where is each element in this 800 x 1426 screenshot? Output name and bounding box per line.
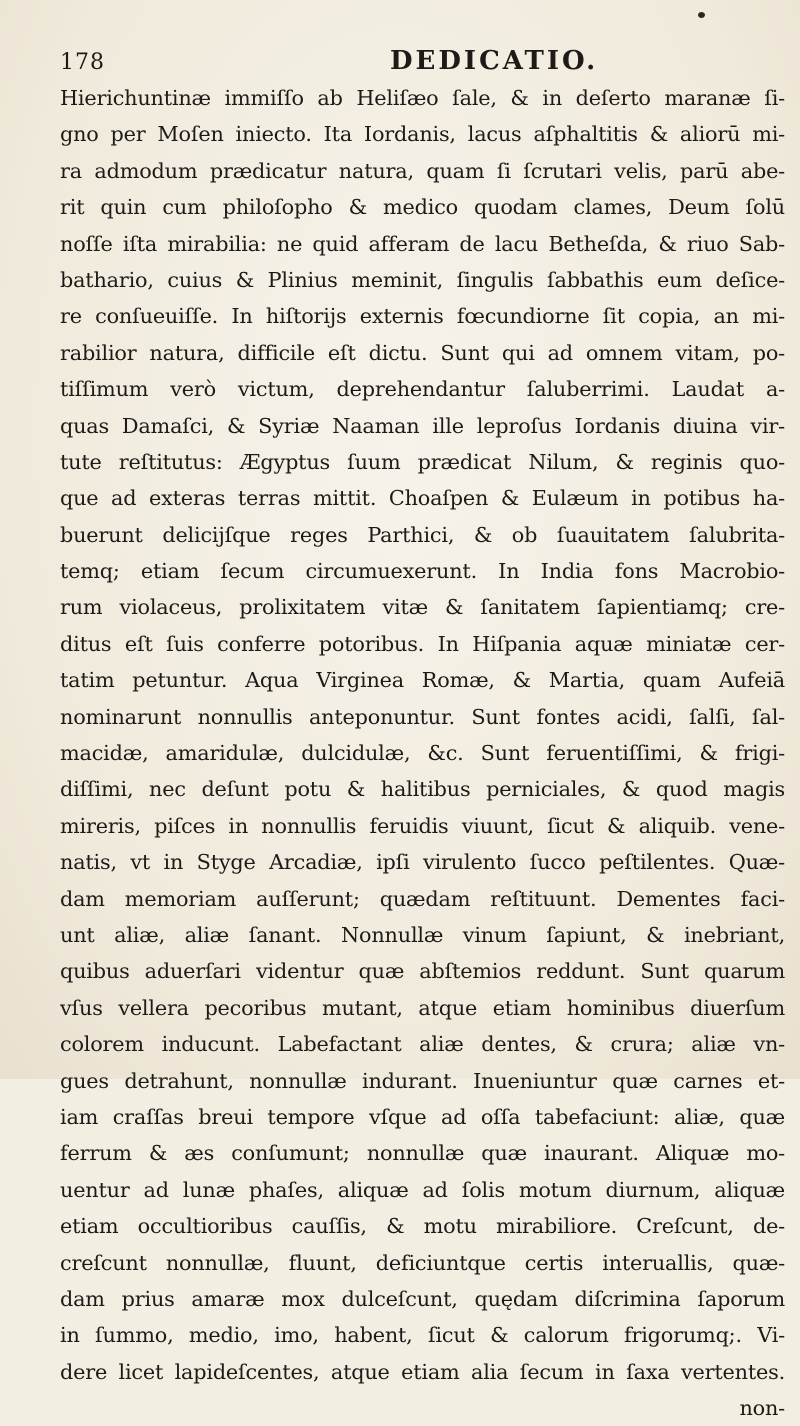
body-text [60, 80, 785, 1426]
text-line: uentur ad lunæ phaſes, aliquæ ad ſolis motum diurnum, aliquæ [60, 1177, 785, 1202]
running-title: DEDICATIO. [390, 46, 599, 76]
text-line: diſſimi, nec deſunt potu & halitibus perniciales, & quod magis [60, 777, 785, 802]
text-line: nominarunt nonnullis anteponuntur. Sunt fontes acidi, ſalſi, ſal- [60, 704, 785, 729]
text-line: rum violaceus, prolixitatem vitæ & ſanitatem ſapientiamq; cre- [60, 595, 785, 620]
text-line: quas Damaſci, & Syriæ Naaman ille leproſus Iordanis diuina vir- [60, 413, 785, 438]
text-line: que ad exteras terras mittit. Choaſpen & Eulæum in potibus ha- [60, 486, 785, 511]
page-number: 178 [60, 50, 105, 75]
text-line: Hierichuntinæ immiſſo ab Heliſæo ſale, & in deſerto maranæ ſi- [60, 86, 785, 110]
text-line: rit quin cum philoſopho & medico quodam clames, Deum ſolū [60, 195, 785, 220]
text-line: iam craſſas breui tempore vſque ad oſſa tabefaciunt: aliæ, quæ [60, 1104, 785, 1129]
text-line: temq; etiam ſecum circumuexerunt. In India fons Macrobio- [60, 559, 785, 584]
text-line: creſcunt nonnullæ, fluunt, deficiuntque certis interuallis, quæ- [60, 1250, 785, 1275]
text-line: gno per Moſen iniecto. Ita Iordanis, lacus aſphaltitis & aliorū mi- [60, 122, 785, 147]
catchword: non- [739, 1396, 785, 1421]
text-line: tatim petuntur. Aqua Virginea Romæ, & Martia, quam Aufeiā [60, 668, 785, 693]
text-line: vſus vellera pecoribus mutant, atque etiam hominibus diuerſum [60, 995, 785, 1020]
text-line: ra admodum prædicatur natura, quam ſi ſcrutari velis, parū abe- [60, 158, 785, 183]
text-line: natis, vt in Styge Arcadiæ, ipſi virulento ſucco peſtilentes. Quæ- [60, 850, 785, 875]
ink-blot [698, 12, 705, 18]
text-line: ditus eſt ſuis conferre potoribus. In Hiſpania aquæ miniatæ cer- [60, 631, 785, 656]
text-line: ferrum & æs conſumunt; nonnullæ quæ inaurant. Aliquæ mo- [60, 1141, 785, 1166]
text-line: dere licet lapideſcentes, atque etiam alia ſecum in ſaxa vertentes. [60, 1359, 785, 1384]
text-line: quibus aduerſari videntur quæ abſtemios reddunt. Sunt quarum [60, 959, 785, 984]
text-line: noſſe iſta mirabilia: ne quid afferam de lacu Betheſda, & riuo Sab- [60, 231, 785, 256]
running-head [60, 44, 760, 80]
text-line: dam memoriam auſſerunt; quædam reſtituunt. Dementes faci- [60, 886, 785, 911]
text-line: in ſummo, medio, imo, habent, ſicut & calorum frigorumq;. Vi- [60, 1323, 785, 1348]
text-line: re conſueuiſſe. In hiſtorijs externis fœcundiorne ſit copia, an mi- [60, 304, 785, 329]
text-line: colorem inducunt. Labefactant aliæ dentes, & crura; aliæ vn- [60, 1032, 785, 1057]
text-line: tiſſimum verò victum, deprehendantur ſaluberrimi. Laudat a- [60, 377, 785, 402]
text-line: dam prius amaræ mox dulceſcunt, quędam diſcrimina ſaporum [60, 1286, 785, 1311]
text-line: unt aliæ, aliæ ſanant. Nonnullæ vinum ſapiunt, & inebriant, [60, 922, 785, 947]
text-line: gues detrahunt, nonnullæ indurant. Inueniuntur quæ carnes et- [60, 1068, 785, 1093]
text-line: rabilior natura, difficile eſt dictu. Sunt qui ad omnem vitam, po- [60, 340, 785, 365]
text-line: macidæ, amaridulæ, dulcidulæ, &c. Sunt feruentiſſimi, & frigi- [60, 741, 785, 766]
text-line: tute reſtitutus: Ægyptus ſuum prædicat Nilum, & reginis quo- [60, 449, 785, 474]
text-line: mireris, piſces in nonnullis feruidis viuunt, ſicut & aliquib. vene- [60, 813, 785, 838]
text-line: buerunt delicijſque reges Parthici, & ob ſuauitatem ſalubrita- [60, 522, 785, 547]
text-line: bathario, cuius & Plinius meminit, ſingulis ſabbathis eum deſice- [60, 267, 785, 292]
text-line: etiam occultioribus cauſſis, & motu mirabiliore. Creſcunt, de- [60, 1214, 785, 1239]
